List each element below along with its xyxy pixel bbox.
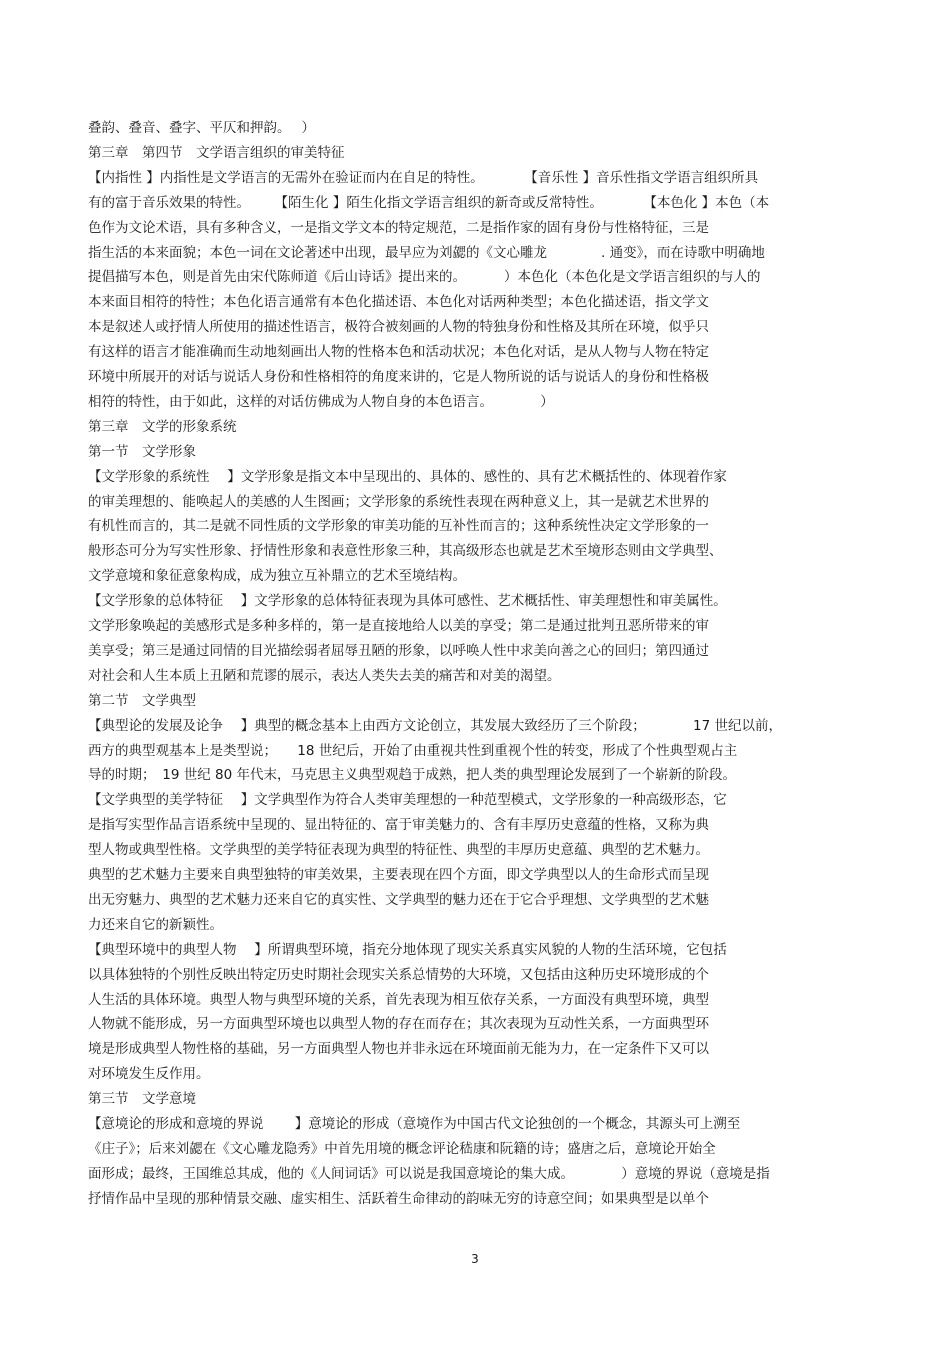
text-line: 抒情作品中呈现的那种情景交融、虚实相生、活跃着生命律动的韵味无穷的诗意空间；如果典型是以单个	[88, 1190, 709, 1207]
text-line: 本是叙述人或抒情人所使用的描述性语言，极符合被刻画的人物的特独身份和性格及其所在环境，似乎只	[88, 319, 709, 336]
text-line: 有这样的语言才能准确而生动地刻画出人物的性格本色和活动状况；本色化对话，是从人物与人物在特定	[88, 344, 709, 361]
text-line: 导的时期； 19 世纪 80 年代末，马克思主义典型观趋于成熟，把人类的典型理论发展到了一个崭新的阶段。	[88, 767, 736, 784]
text-line: 对环境发生反作用。	[88, 1066, 210, 1083]
text-line: 型人物或典型性格。文学典型的美学特征表现为典型的特征性、典型的丰厚历史意蕴、典型的艺术魅力。	[88, 842, 709, 859]
text-line: 本来面目相符的特性；本色化语言通常有本色化描述语、本色化对话两种类型；本色化描述语，指文学文	[88, 294, 709, 311]
text-line: 【典型论的发展及论争 】典型的概念基本上由西方文论创立，其发展大致经历了三个阶段； 17 世纪以前，	[88, 717, 783, 734]
text-line: 有机性而言的，其二是就不同性质的文学形象的审美功能的互补性而言的；这种系统性决定文学形象的一	[88, 518, 709, 535]
text-line: 文学意境和象征意象构成，成为独立互补鼎立的艺术至境结构。	[88, 568, 466, 585]
text-line: 《庄子》；后来刘勰在《文心雕龙隐秀》中首先用境的概念评论嵇康和阮籍的诗；盛唐之后，意境论开始全	[88, 1140, 716, 1157]
text-line: 文学形象唤起的美感形式是多种多样的，第一是直接地给人以美的享受；第二是通过批判丑恶所带来的审	[88, 618, 709, 634]
text-line: 叠韵、叠音、叠字、平仄和押韵。 ）	[88, 120, 316, 136]
text-line: 出无穷魅力、典型的艺术魅力还来自它的真实性、文学典型的魅力还在于它合乎理想、文学典型的艺术魅	[88, 891, 709, 908]
text-line: 第三章 第四节 文学语言组织的审美特征	[88, 144, 345, 161]
text-line: 力还来自它的新颖性。	[88, 916, 223, 933]
text-line: 人生活的具体环境。典型人物与典型环境的关系，首先表现为相互依存关系，一方面没有典型环境，典型	[88, 991, 709, 1008]
text-line: 【文学形象的总体特征 】文学形象的总体特征表现为具体可感性、艺术概括性、审美理想性和审美属性。	[88, 593, 727, 610]
text-line: 境是形成典型人物性格的基础，另一方面典型人物也并非永远在环境面前无能为力，在一定条件下又可以	[88, 1041, 709, 1058]
text-line: 第一节 文学形象	[88, 443, 196, 460]
text-line: 典型的艺术魅力主要来自典型独特的审美效果，主要表现在四个方面，即文学典型以人的生命形式而呈现	[88, 867, 709, 883]
text-line: 的审美理想的、能唤起人的美感的人生图画；文学形象的系统性表现在两种意义上，其一是就艺术世界的	[88, 493, 709, 510]
text-line: 西方的典型观基本上是类型说； 18 世纪后，开始了由重视共性到重视个性的转变，形成了个性典型观占主	[88, 742, 738, 759]
text-line: 美享受；第三是通过同情的目光描绘弱者屈辱丑陋的形象，以呼唤人性中求美向善之心的回归；第四通过	[88, 642, 709, 659]
text-line: 【文学典型的美学特征 】文学典型作为符合人类审美理想的一种范型模式，文学形象的一种高级形态，它	[88, 792, 727, 809]
text-line: 第三节 文学意境	[88, 1091, 196, 1108]
text-line: 【内指性 】内指性是文学语言的无需外在验证而内在自足的特性。 【音乐性 】音乐性指文学语言组织所具	[88, 169, 759, 186]
text-line: 般形态可分为写实性形象、抒情性形象和表意性形象三种，其高级形态也就是艺术至境形态则由文学典型、	[88, 543, 723, 560]
text-line: 指生活的本来面貌；本色一词在文论著述中出现，最早应为刘勰的《文心雕龙 . 通变》，而在诗歌中明确地	[88, 244, 765, 261]
text-line: 环境中所展开的对话与说话人身份和性格相符的角度来讲的，它是人物所说的话与说话人的身份和性格极	[88, 369, 709, 385]
text-line: 相符的特性，由于如此，这样的对话仿佛成为人物自身的本色语言。 ）	[88, 393, 554, 410]
text-line: 是指写实型作品言语系统中呈现的、显出特征的、富于审美魅力的、含有丰厚历史意蕴的性格，又称为典	[88, 817, 709, 834]
text-line: 【文学形象的系统性 】文学形象是指文本中呈现出的、具体的、感性的、具有艺术概括性的、体现着作家	[88, 468, 727, 485]
text-line: 【典型环境中的典型人物 】所谓典型环境，指充分地体现了现实关系真实风貌的人物的生活环境，它包括	[88, 941, 727, 958]
text-line: 面形成；最终，王国维总其成，他的《人间词话》可以说是我国意境论的集大成。 ）意境的界说（意境是指	[88, 1165, 770, 1182]
text-line: 第三章 文学的形象系统	[88, 418, 237, 435]
text-line: 以具体独特的个别性反映出特定历史时期社会现实关系总情势的大环境，又包括由这种历史环境形成的个	[88, 966, 709, 983]
text-line: 第二节 文学典型	[88, 692, 196, 709]
page-number: 3	[471, 1252, 479, 1266]
text-line: 色作为文论术语，具有多种含义，一是指文学文本的特定规范，二是指作家的固有身份与性格特征，三是	[88, 219, 709, 236]
text-line: 人物就不能形成，另一方面典型环境也以典型人物的存在而存在；其次表现为互动性关系，一方面典型环	[88, 1016, 709, 1033]
text-line: 对社会和人生本质上丑陋和荒谬的展示，表达人类失去美的痛苦和对美的渴望。	[88, 667, 561, 684]
text-line: 有的富于音乐效果的特性。 【陌生化 】陌生化指文学语言组织的新奇或反常特性。 【本色化 】本色（本	[88, 194, 770, 211]
text-line: 【意境论的形成和意境的界说 】意境论的形成（意境作为中国古代文论独创的一个概念，其源头可上溯至	[88, 1116, 741, 1132]
text-line: 提倡描写本色，则是首先由宋代陈师道《后山诗话》提出来的。 ）本色化（本色化是文学语言组织的与人的	[88, 269, 761, 286]
